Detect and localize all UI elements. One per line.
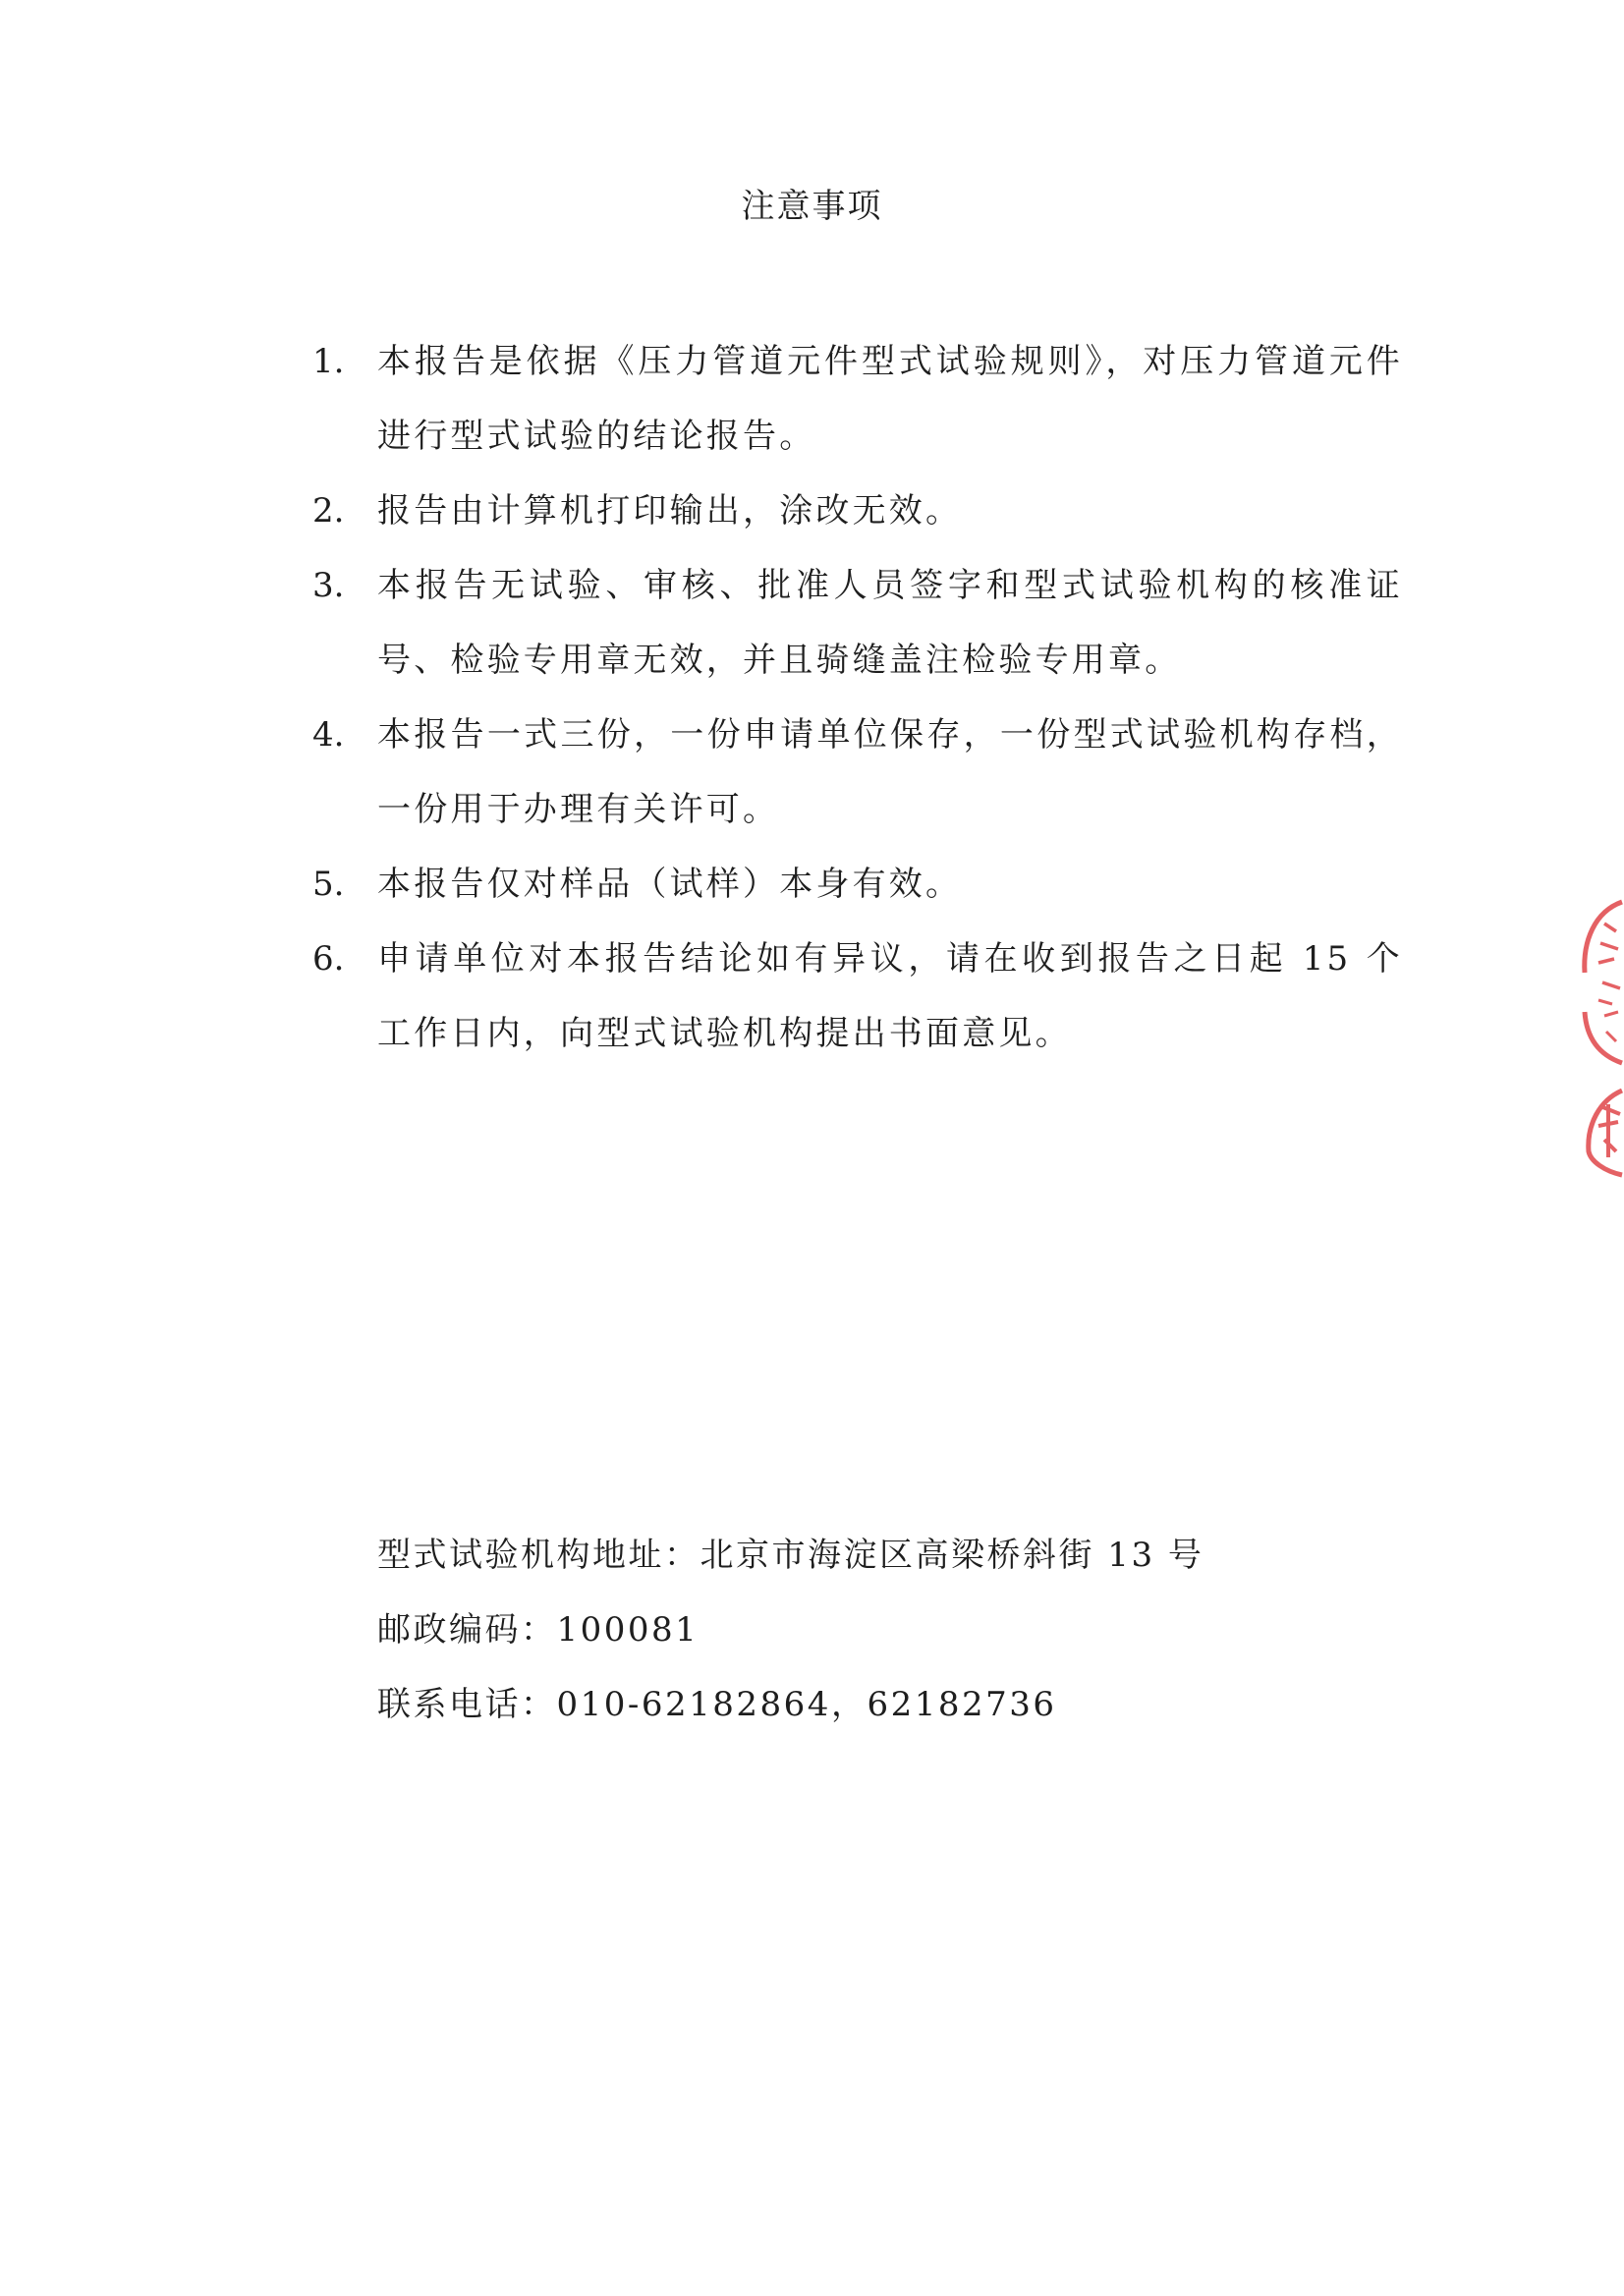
note-item-4: [312, 698, 1403, 847]
note-item-5: [312, 847, 1403, 922]
postcode-line: 邮政编码：100081: [377, 1610, 700, 1650]
address-line: 型式试验机构地址：北京市海淀区高梁桥斜街 13 号: [377, 1536, 1204, 1575]
note-text: 本报告一式三份，一份申请单位保存，一份型式试验机构存档，一份用于办理有关许可。: [377, 715, 1403, 829]
note-text: 本报告是依据《压力管道元件型式试验规则》，对压力管道元件进行型式试验的结论报告。: [377, 342, 1403, 456]
note-number: 2.: [312, 491, 345, 531]
note-item-6: [312, 922, 1403, 1071]
seal-stamp-icon: [1565, 894, 1624, 1179]
note-number: 1.: [312, 342, 345, 381]
note-number: 4.: [312, 715, 345, 755]
notes-list: [312, 324, 1403, 1071]
phone-line: 联系电话：010-62182864，62182736: [377, 1685, 1057, 1724]
note-text: 报告由计算机打印输出，涂改无效。: [377, 491, 963, 531]
note-number: 5.: [312, 865, 345, 904]
note-item-2: [312, 474, 1403, 548]
note-number: 3.: [312, 566, 345, 605]
note-number: 6.: [312, 939, 345, 979]
note-item-1: [312, 324, 1403, 474]
contact-block: [377, 1518, 1360, 1742]
page-title: 注意事项: [741, 187, 883, 226]
seal-stamp-partial: [1565, 894, 1624, 1179]
note-item-3: [312, 548, 1403, 698]
note-text: 申请单位对本报告结论如有异议，请在收到报告之日起 15 个工作日内，向型式试验机构提出书面意见。: [377, 939, 1403, 1053]
note-text: 本报告无试验、审核、批准人员签字和型式试验机构的核准证号、检验专用章无效，并且骑缝盖注检验专用章。: [377, 566, 1403, 680]
note-text: 本报告仅对样品（试样）本身有效。: [377, 865, 963, 904]
